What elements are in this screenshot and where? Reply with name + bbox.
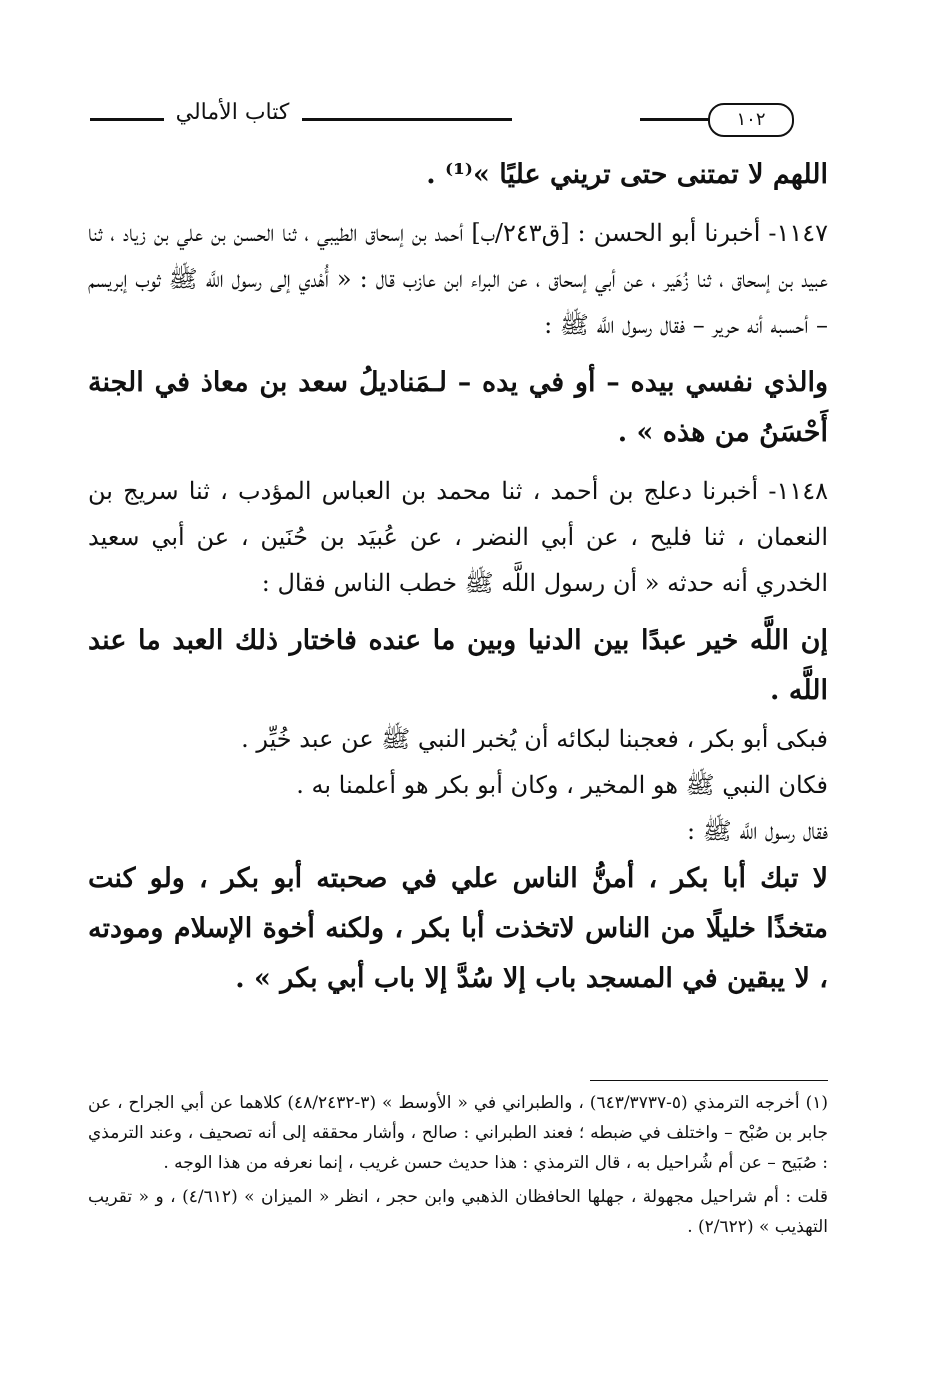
- text-paragraph: فبكى أبو بكر ، فعجبنا لبكائه أن يُخبر النبي ﷺ عن عبد خُيِّر .: [241, 725, 828, 753]
- footnotes: [88, 1088, 828, 1246]
- text-paragraph: فقال رسول اللَّه ﷺ :: [686, 817, 828, 845]
- header-rule-left: [90, 118, 164, 121]
- hadith-1148-matn-2: لا تبك أبا بكر ، أمنُّ الناس علي في صحبته أبو بكر ، ولو كنت متخذًا خليلًا من الناس لاتخذت أبا بكر ، ولكنه أخوة الإسلام ومودته ، لا يبقين في المسجد باب إلا سُدَّ إلا باب أبي بكر » .: [88, 863, 828, 994]
- page-header: [90, 92, 827, 132]
- text-paragraph: فكان النبي ﷺ هو المخير ، وكان أبو بكر هو أعلمنا به .: [296, 771, 828, 799]
- hadith-1148-matn-1: إن اللَّه خير عبدًا بين الدنيا وبين ما عنده فاختار ذلك العبد ما عند اللَّه .: [88, 625, 828, 706]
- page-number: ١٠٢: [708, 103, 794, 137]
- book-title: كتاب الأمالي: [175, 100, 290, 125]
- hadith-1147-isnad: ١١٤٧- أخبرنا أبو الحسن : [ق٢٤٣/ب] أحمد بن إسحاق الطيبي ، ثنا الحسن بن علي بن زياد ، ثنا عبيد بن إسحاق ، ثنا زُهَير ، عن أبي إسحاق ، عن البراء ابن عازب قال : « أُهْدي إلى رسول اللَّه ﷺ ثوب إبريسم – أحسبه أنه حرير – فقال رسول اللَّه ﷺ :: [88, 219, 829, 339]
- hadith-1148-isnad: ١١٤٨- أخبرنا دعلج بن أحمد ، ثنا محمد بن العباس المؤدب ، ثنا سريج بن النعمان ، ثنا فليح ، عن أبي النضر ، عن عُبيَد بن حُنَين ، عن أبي سعيد الخدري أنه حدثه « أن رسول اللَّه ﷺ خطب الناس فقال :: [88, 477, 828, 597]
- text-paragraph: اللهم لا تمتنى حتى تريني عليًا »⁽¹⁾ .: [426, 159, 828, 190]
- footnote-1: (١) أخرجه الترمذي (٥-٦٤٣/٣٧٣٧) ، والطبراني في « الأوسط » (٣-٤٨/٢٤٣٢) كلاهما عن أبي الجراح ، عن جابر بن صُبْح – واختلف في ضبطه ؛ فعند الطبراني : صالح ، وأشار محققه إلى أنه تصحيف ، وعند الترمذي : صُبَيح – عن أم شُراحيل به ، قال الترمذي : هذا حديث حسن غريب ، إنما نعرفه من هذا الوجه .: [88, 1093, 828, 1173]
- hadith-1147-matn: والذي نفسي بيده – أو في يده – لـمَناديلُ سعد بن معاذ في الجنة أَحْسَنُ من هذه » .: [88, 367, 828, 448]
- header-rule-middle: [302, 118, 512, 121]
- footnote-separator: [590, 1080, 828, 1081]
- footnote-comment: قلت : أم شراحيل مجهولة ، جهلها الحافظان الذهبي وابن حجر ، انظر « الميزان » (٤/٦١٢) ، و « تقريب التهذيب » (٢/٦٢٢) .: [88, 1187, 828, 1237]
- main-text: [88, 150, 828, 1004]
